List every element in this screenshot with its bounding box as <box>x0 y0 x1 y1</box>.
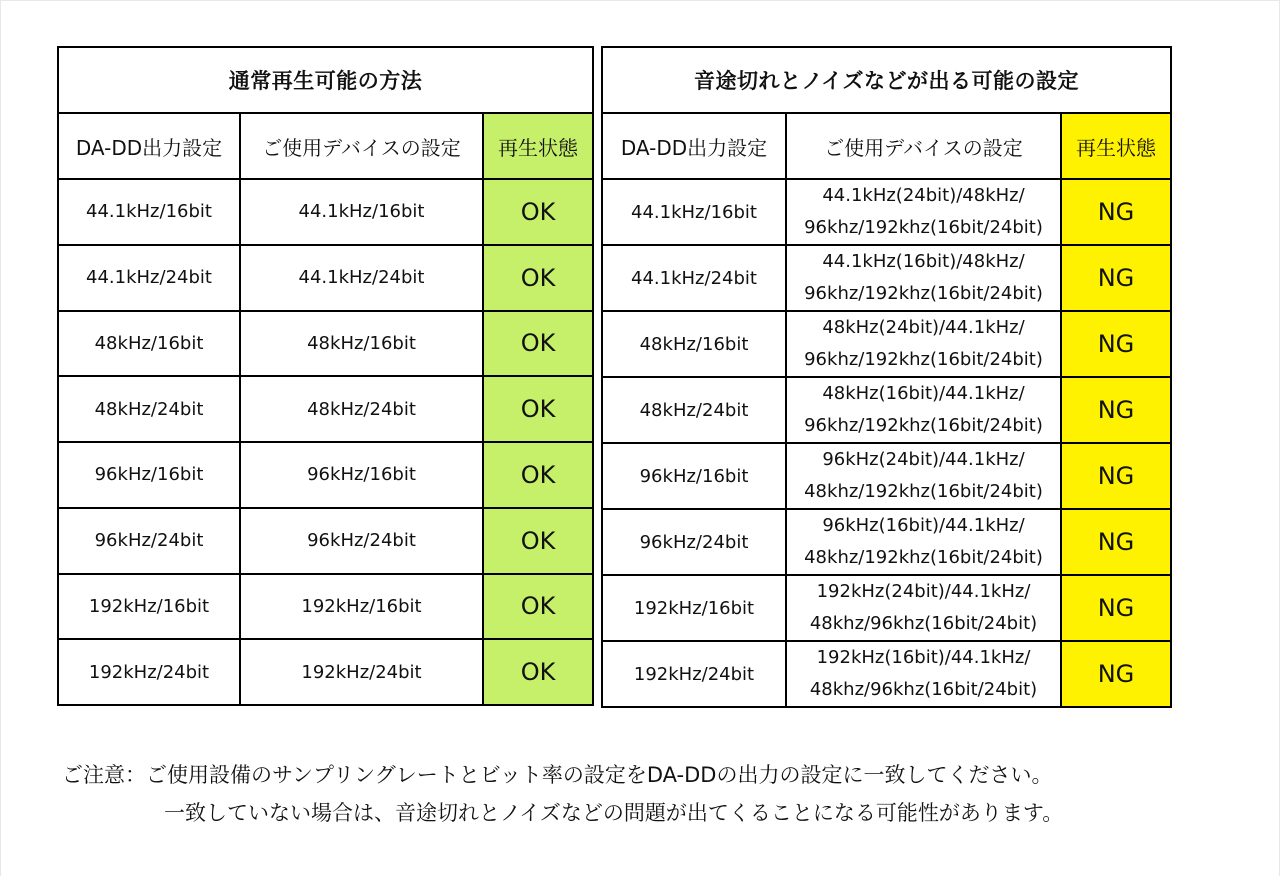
noise-risk-title: 音途切れとノイズなどが出る可能の設定 <box>602 47 1171 113</box>
output-setting-cell: 48kHz/24bit <box>602 377 786 443</box>
frame-border-top <box>0 0 1280 1</box>
device-setting-cell: 192kHz/24bit <box>240 639 483 705</box>
device-setting-cell <box>786 443 1061 509</box>
device-setting-cell <box>786 575 1061 641</box>
output-setting-cell: 96kHz/24bit <box>58 508 240 574</box>
noise-risk-table <box>601 46 1172 708</box>
device-setting-line1: 192kHz(16bit)/44.1kHz/ <box>816 647 1031 668</box>
device-setting-line1: 96kHz(24bit)/44.1kHz/ <box>822 449 1025 470</box>
table-row <box>602 641 1171 707</box>
output-setting-cell: 192kHz/24bit <box>602 641 786 707</box>
device-setting-line1: 44.1kHz(24bit)/48kHz/ <box>822 185 1025 206</box>
device-setting-line2: 48khz/192khz(16bit/24bit) <box>804 547 1043 568</box>
table-row <box>602 245 1171 311</box>
status-ok-cell: OK <box>483 311 593 377</box>
table-row <box>58 442 593 508</box>
device-setting-cell: 48kHz/16bit <box>240 311 483 377</box>
table-row <box>602 443 1171 509</box>
status-ok-cell: OK <box>483 179 593 245</box>
output-setting-cell: 44.1kHz/16bit <box>602 179 786 245</box>
table-row <box>602 377 1171 443</box>
status-ok-cell: OK <box>483 508 593 574</box>
device-setting-cell <box>786 509 1061 575</box>
device-setting-cell <box>786 245 1061 311</box>
caution-line-2: 一致していない場合は、音途切れとノイズなどの問題が出てくることになる可能性があります。 <box>164 801 1064 825</box>
device-setting-line2: 48khz/96khz(16bit/24bit) <box>809 613 1038 634</box>
header-playback-status: 再生状態 <box>483 113 593 179</box>
device-setting-cell: 96kHz/24bit <box>240 508 483 574</box>
table-row <box>602 575 1171 641</box>
device-setting-cell <box>786 377 1061 443</box>
device-setting-line1: 48kHz(24bit)/44.1kHz/ <box>822 317 1025 338</box>
device-setting-cell <box>786 641 1061 707</box>
status-ok-cell: OK <box>483 245 593 311</box>
header-output-setting: DA-DD出力設定 <box>58 113 240 179</box>
table-header-row <box>58 113 593 179</box>
device-setting-line2: 96khz/192khz(16bit/24bit) <box>804 217 1043 238</box>
output-setting-cell: 192kHz/16bit <box>602 575 786 641</box>
device-setting-line1: 192kHz(24bit)/44.1kHz/ <box>816 581 1031 602</box>
output-setting-cell: 192kHz/16bit <box>58 574 240 640</box>
status-ok-cell: OK <box>483 639 593 705</box>
device-setting-cell: 192kHz/16bit <box>240 574 483 640</box>
output-setting-cell: 44.1kHz/16bit <box>58 179 240 245</box>
table-row <box>58 508 593 574</box>
output-setting-cell: 48kHz/16bit <box>602 311 786 377</box>
device-setting-line2: 96khz/192khz(16bit/24bit) <box>804 415 1043 436</box>
device-setting-line1: 96kHz(16bit)/44.1kHz/ <box>822 515 1025 536</box>
output-setting-cell: 48kHz/16bit <box>58 311 240 377</box>
status-ng-cell: NG <box>1061 377 1171 443</box>
caution-notes <box>62 756 1262 832</box>
device-setting-cell: 96kHz/16bit <box>240 442 483 508</box>
status-ok-cell: OK <box>483 574 593 640</box>
status-ng-cell: NG <box>1061 641 1171 707</box>
output-setting-cell: 44.1kHz/24bit <box>602 245 786 311</box>
table-row <box>58 639 593 705</box>
status-ok-cell: OK <box>483 442 593 508</box>
device-setting-cell <box>786 179 1061 245</box>
table-row <box>602 179 1171 245</box>
device-setting-line1: 44.1kHz(16bit)/48kHz/ <box>822 251 1025 272</box>
output-setting-cell: 44.1kHz/24bit <box>58 245 240 311</box>
normal-playback-title: 通常再生可能の方法 <box>58 47 593 113</box>
output-setting-cell: 96kHz/24bit <box>602 509 786 575</box>
device-setting-line1: 48kHz(16bit)/44.1kHz/ <box>822 383 1025 404</box>
device-setting-line2: 96khz/192khz(16bit/24bit) <box>804 283 1043 304</box>
table-header-row <box>602 113 1171 179</box>
table-row <box>58 574 593 640</box>
status-ok-cell: OK <box>483 376 593 442</box>
header-device-setting: ご使用デバイスの設定 <box>240 113 483 179</box>
output-setting-cell: 96kHz/16bit <box>58 442 240 508</box>
status-ng-cell: NG <box>1061 443 1171 509</box>
output-setting-cell: 48kHz/24bit <box>58 376 240 442</box>
table-row <box>58 311 593 377</box>
status-ng-cell: NG <box>1061 245 1171 311</box>
normal-playback-table <box>57 46 594 706</box>
status-ng-cell: NG <box>1061 575 1171 641</box>
output-setting-cell: 96kHz/16bit <box>602 443 786 509</box>
device-setting-line2: 48khz/192khz(16bit/24bit) <box>804 481 1043 502</box>
status-ng-cell: NG <box>1061 311 1171 377</box>
status-ng-cell: NG <box>1061 509 1171 575</box>
header-output-setting: DA-DD出力設定 <box>602 113 786 179</box>
device-setting-cell <box>786 311 1061 377</box>
output-setting-cell: 192kHz/24bit <box>58 639 240 705</box>
header-device-setting: ご使用デバイスの設定 <box>786 113 1061 179</box>
device-setting-cell: 44.1kHz/24bit <box>240 245 483 311</box>
frame-border-left <box>0 0 1 876</box>
device-setting-line2: 48khz/96khz(16bit/24bit) <box>809 679 1038 700</box>
device-setting-line2: 96khz/192khz(16bit/24bit) <box>804 349 1043 370</box>
table-row <box>602 509 1171 575</box>
table-row <box>602 311 1171 377</box>
device-setting-cell: 48kHz/24bit <box>240 376 483 442</box>
table-row <box>58 245 593 311</box>
table-row <box>58 179 593 245</box>
device-setting-cell: 44.1kHz/16bit <box>240 179 483 245</box>
status-ng-cell: NG <box>1061 179 1171 245</box>
table-title-row <box>602 47 1171 113</box>
header-playback-status: 再生状態 <box>1061 113 1171 179</box>
caution-line-1: ご注意：ご使用設備のサンプリングレートとビット率の設定をDA-DDの出力の設定に一致してください。 <box>62 763 1053 787</box>
table-row <box>58 376 593 442</box>
table-title-row <box>58 47 593 113</box>
